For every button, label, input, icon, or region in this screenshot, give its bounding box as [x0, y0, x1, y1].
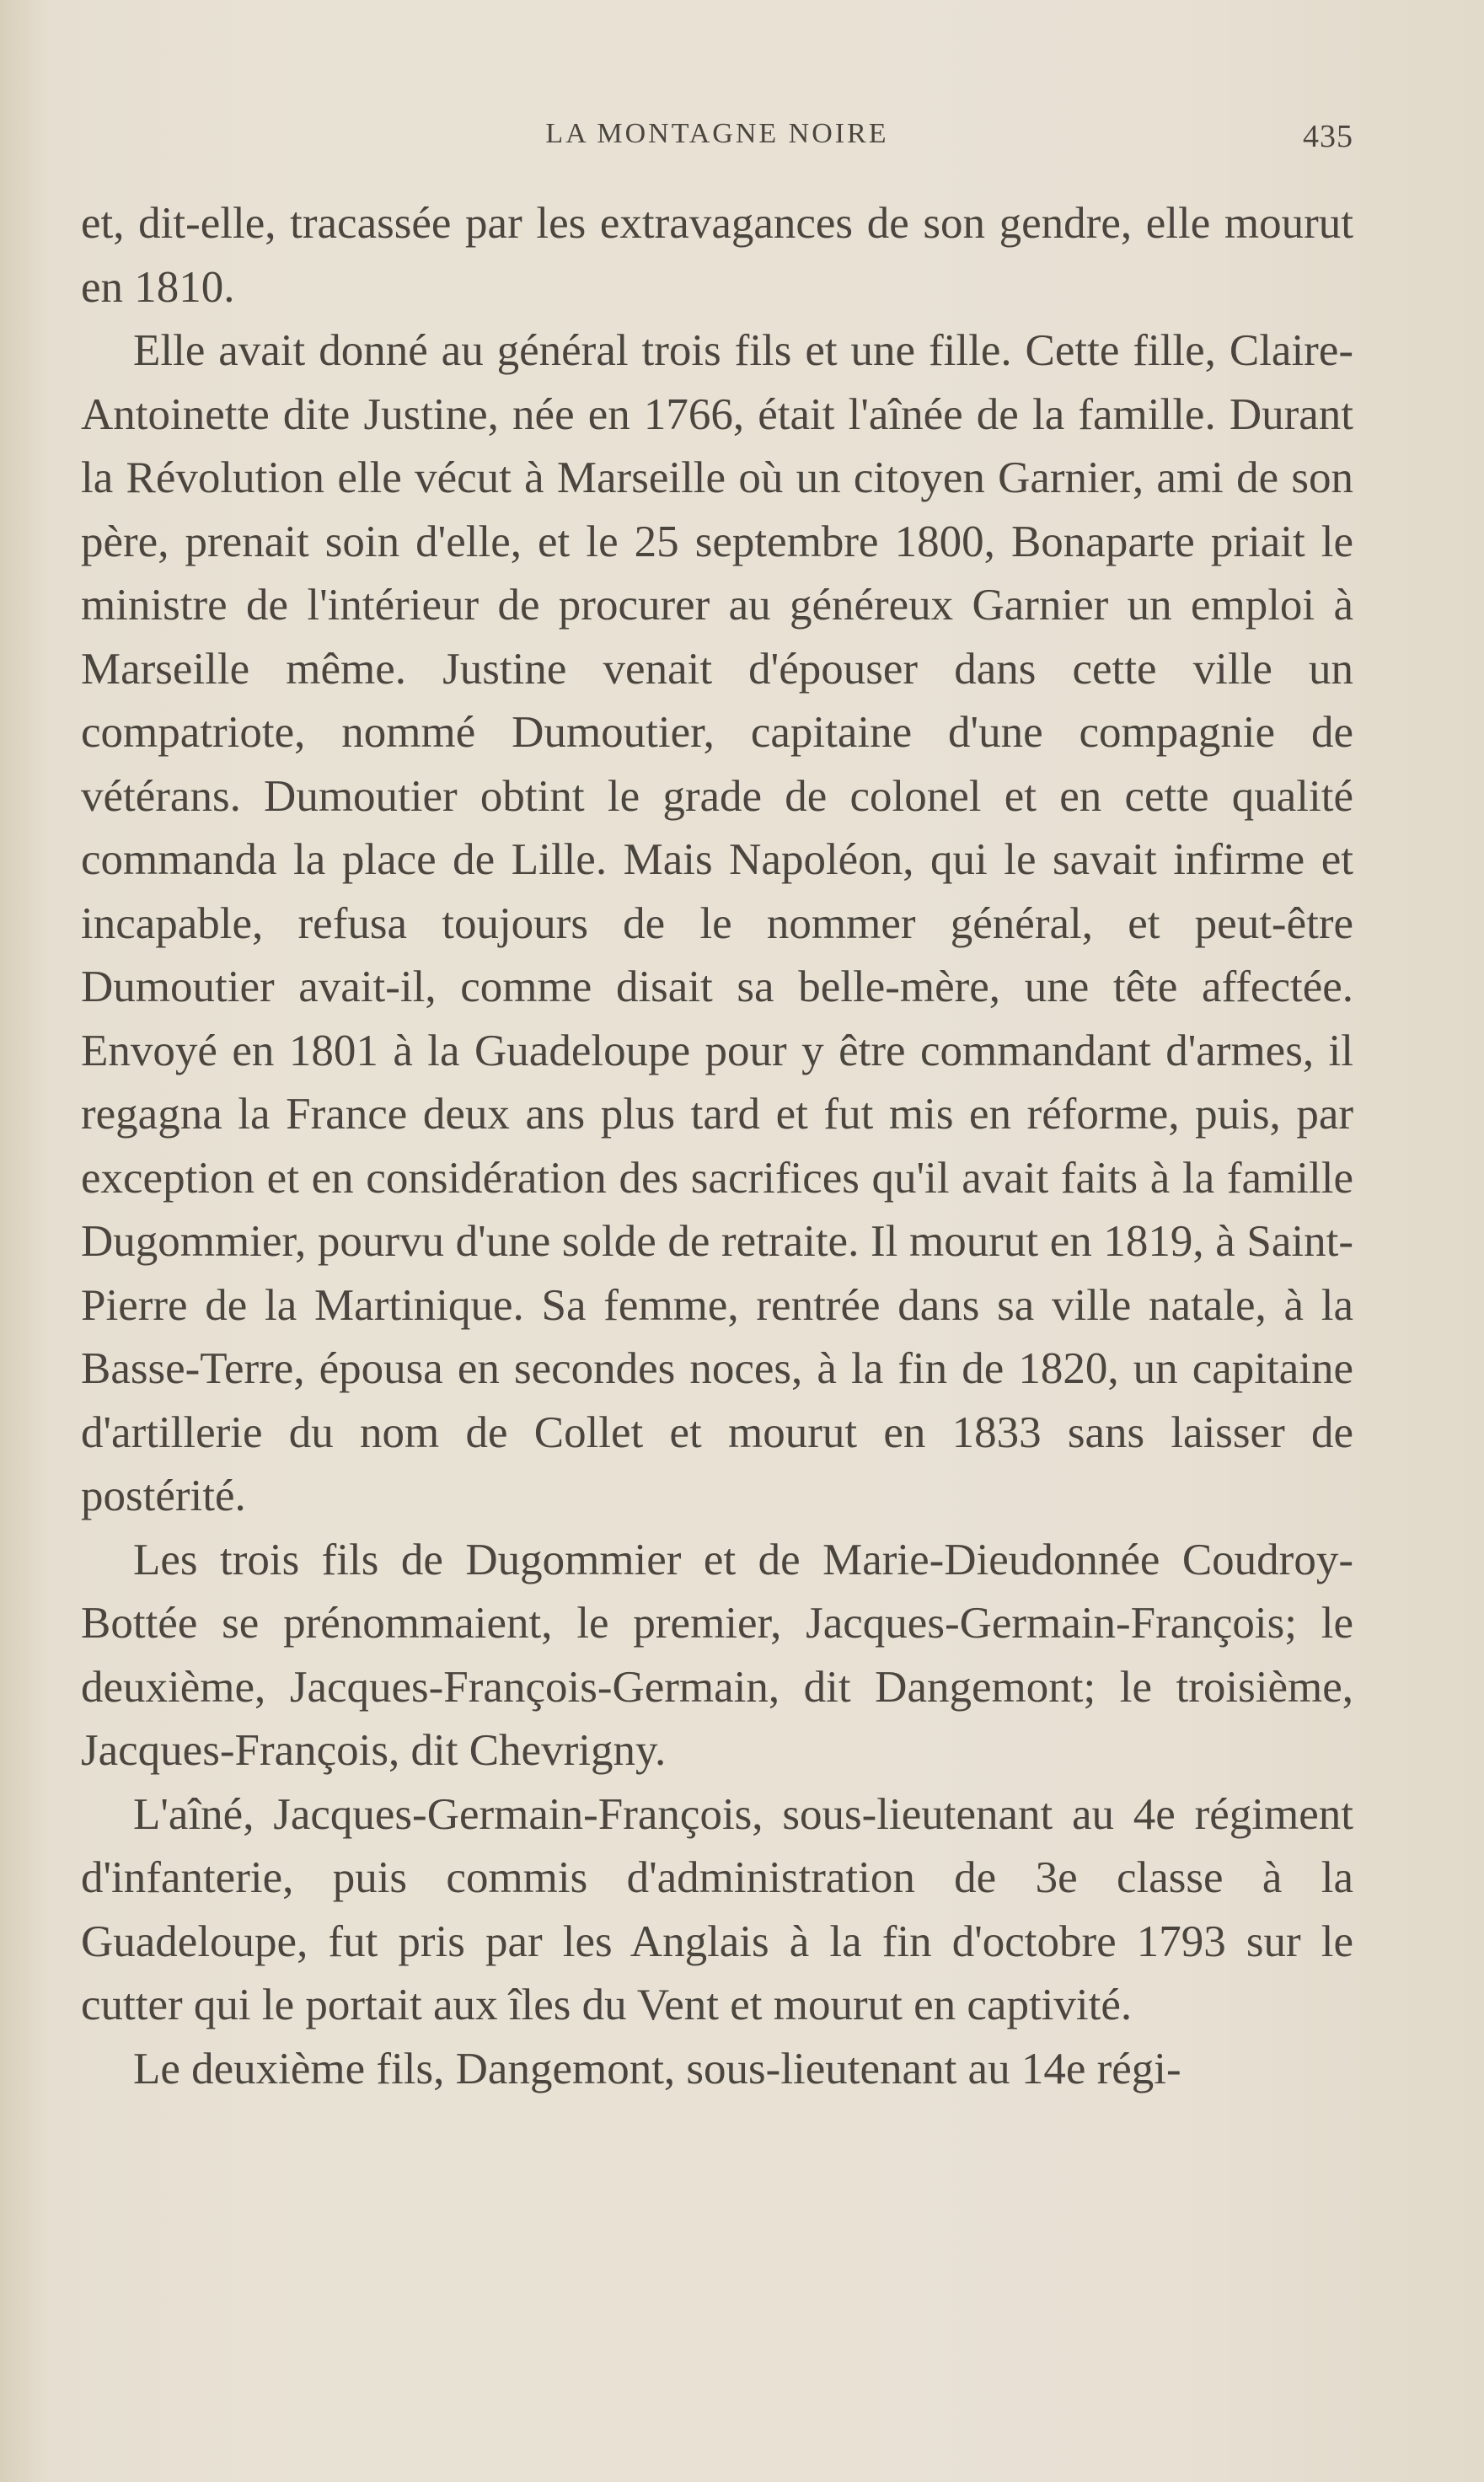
running-title: LA MONTAGNE NOIRE: [545, 118, 889, 149]
paragraph-second-son: Le deuxième fils, Dangemont, sous-lieutenant au 14e régi-: [133, 2044, 1181, 2093]
page-header: [81, 118, 1353, 169]
paragraph-eldest-son: L'aîné, Jacques-Germain-François, sous-lieutenant au 4e régiment d'infanterie, puis commis d'administration de 3e classe à la Guadeloupe, fut pris par les Anglais à la fin d'octobre 1793 sur le cutter qui le portait aux îles du Vent et mourut en captivité.: [81, 1789, 1353, 2029]
paragraph-three-sons: Les trois fils de Dugommier et de Marie-Dieudonnée Coudroy-Bottée se prénommaient, le premier, Jacques-Germain-François; le deuxième, Jacques-François-Germain, dit Dangemont; le troisième, Jacques-François, dit Chevrigny.: [81, 1535, 1353, 1775]
page-number: 435: [1303, 119, 1353, 154]
paragraph-continuation: et, dit-elle, tracassée par les extravagances de son gendre, elle mourut en 1810.: [81, 199, 1353, 312]
body-text: [81, 192, 1353, 2101]
paragraph-justine: Elle avait donné au général trois fils et une fille. Cette fille, Claire-Antoinette dite Justine, née en 1766, était l'aînée de la famille. Durant la Révolution elle vécut à Marseille où un citoyen Garnier, ami de son père, prenait soin d'elle, et le 25 septembre 1800, Bonaparte priait le ministre de l'intérieur de procurer au généreux Garnier un emploi à Marseille même. Justine venait d'épouser dans cette ville un compatriote, nommé Dumoutier, capitaine d'une compagnie de vétérans. Dumoutier obtint le grade de colonel et en cette qualité commanda la place de Lille. Mais Napoléon, qui le savait infirme et incapable, refusa toujours de le nommer général, et peut-être Dumoutier avait-il, comme disait sa belle-mère, une tête affectée. Envoyé en 1801 à la Guadeloupe pour y être commandant d'armes, il regagna la France deux ans plus tard et fut mis en réforme, puis, par exception et en considération des sacrifices qu'il avait faits à la famille Dugommier, pourvu d'une solde de retraite. Il mourut en 1819, à Saint-Pierre de la Martinique. Sa femme, rentrée dans sa ville natale, à la Basse-Terre, épousa en secondes noces, à la fin de 1820, un capitaine d'artillerie du nom de Collet et mourut en 1833 sans laisser de postérité.: [81, 326, 1353, 1520]
